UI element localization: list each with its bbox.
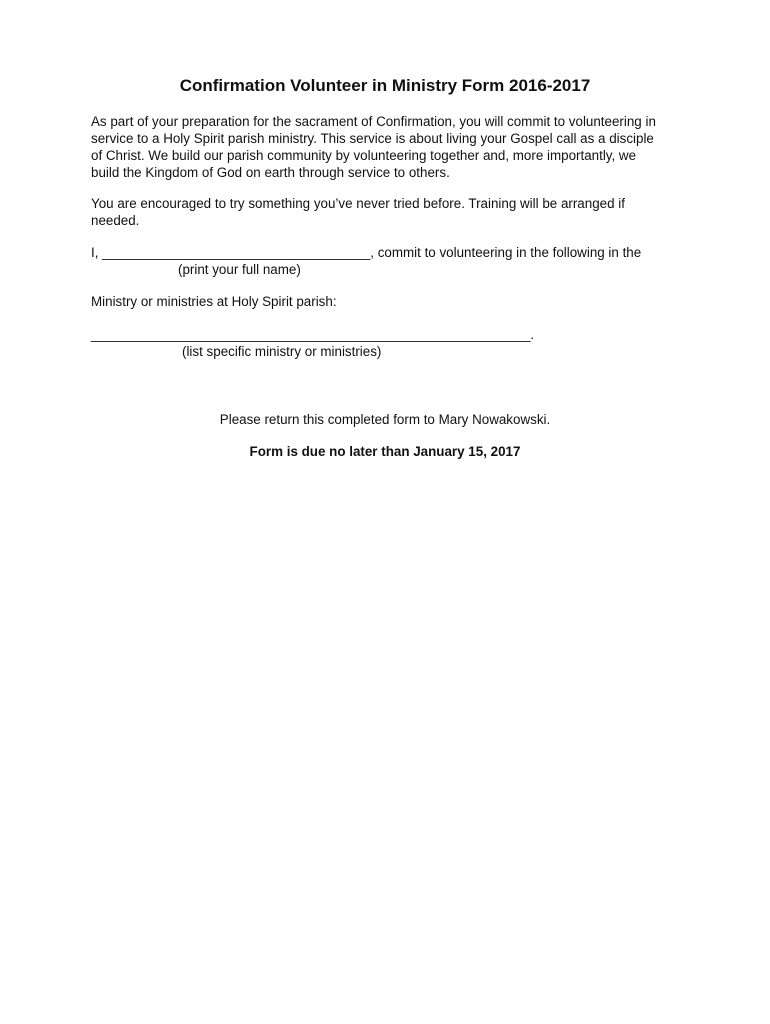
form-title: Confirmation Volunteer in Ministry Form 2016-2017 bbox=[179, 76, 591, 95]
intro-line: As part of your preparation for the sacrament of Confirmation, you will commit to volunteering in bbox=[91, 114, 656, 129]
commit-line: I, ____________________________________, commit to volunteering in the following in the bbox=[91, 245, 642, 260]
name-caption: (print your full name) bbox=[178, 262, 301, 277]
encourage-line: You are encouraged to try something you’ve never tried before. Training will be arranged if bbox=[91, 196, 625, 211]
intro-line: service to a Holy Spirit parish ministry. This service is about living your Gospel call as a disciple bbox=[91, 131, 654, 146]
encourage-line: needed. bbox=[91, 213, 140, 228]
intro-paragraph bbox=[91, 113, 681, 181]
encourage-paragraph bbox=[91, 195, 681, 229]
due-date-note: Form is due no later than January 15, 2017 bbox=[249, 444, 521, 459]
ministry-caption: (list specific ministry or ministries) bbox=[182, 344, 382, 359]
return-note: Please return this completed form to Mary Nowakowski. bbox=[219, 412, 551, 427]
ministry-prompt: Ministry or ministries at Holy Spirit parish: bbox=[91, 294, 337, 309]
intro-line: of Christ. We build our parish community by volunteering together and, more importantly, we bbox=[91, 148, 637, 163]
intro-line: build the Kingdom of God on earth through service to others. bbox=[91, 165, 450, 180]
ministry-blank: ___________________________________________________________. bbox=[91, 327, 535, 342]
